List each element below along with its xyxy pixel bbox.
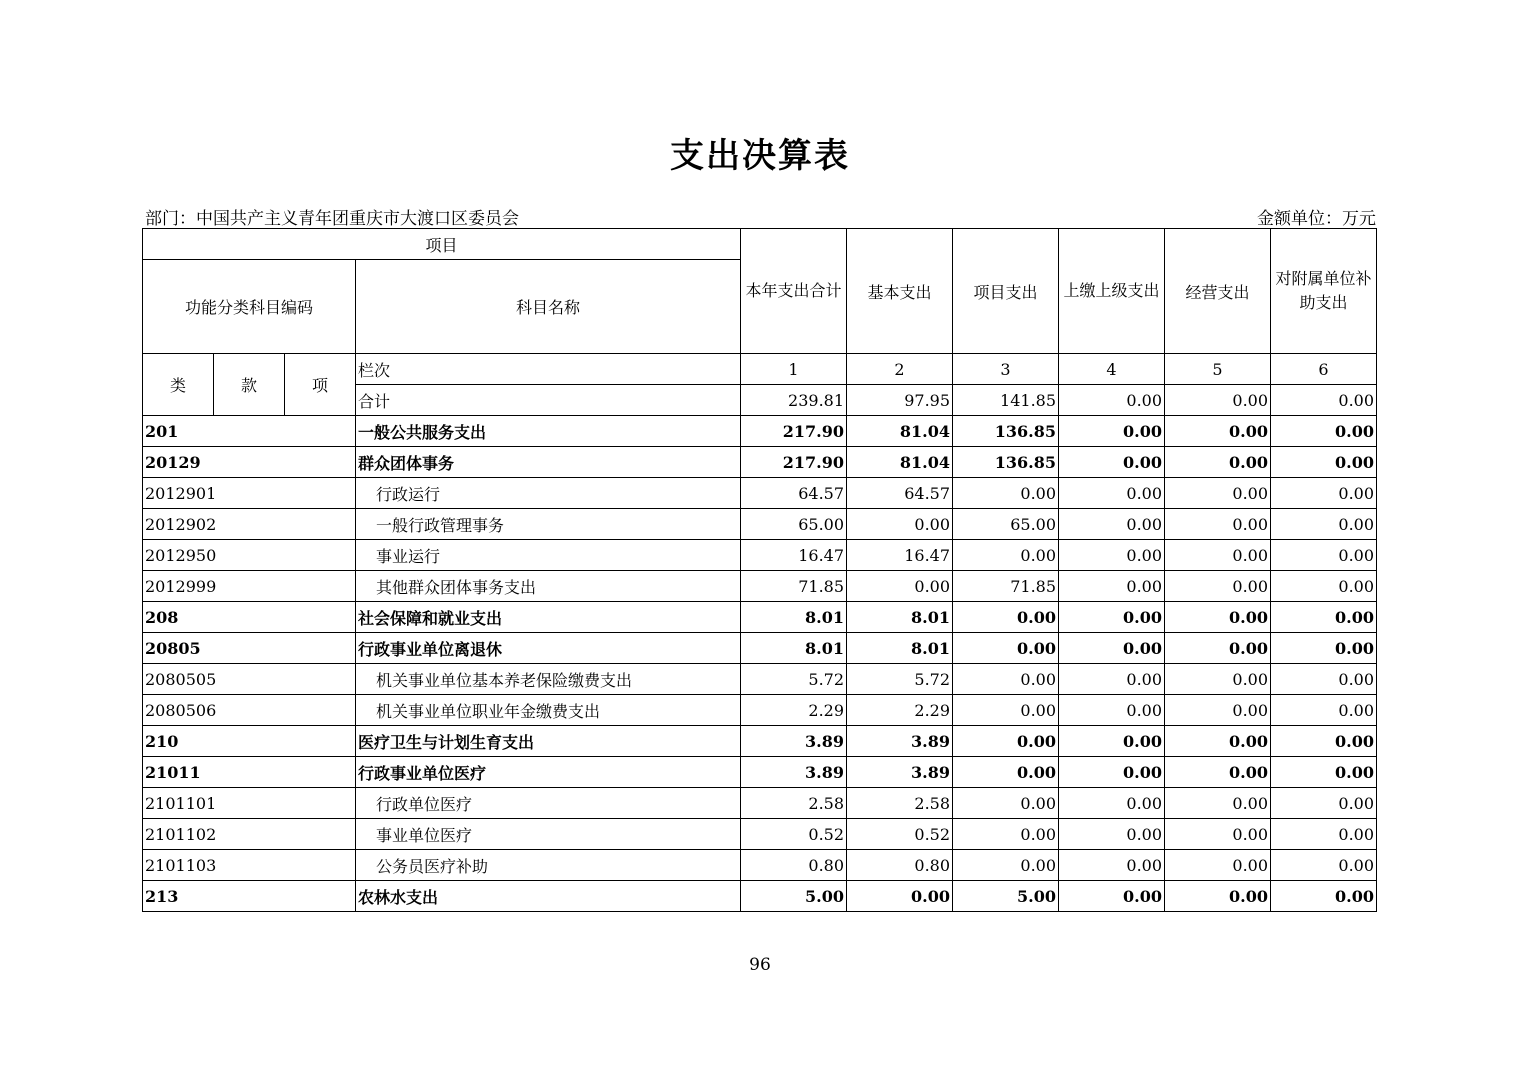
row-value: 0.00: [1165, 447, 1271, 478]
row-code: 2080506: [143, 695, 356, 726]
page-number: 96: [749, 955, 771, 975]
table-row: [143, 602, 1377, 633]
table-row: [143, 819, 1377, 850]
row-value: 16.47: [847, 540, 953, 571]
row-name: 机关事业单位基本养老保险缴费支出: [356, 664, 741, 695]
row-name: 一般公共服务支出: [356, 416, 741, 447]
row-value: 3.89: [741, 757, 847, 788]
row-value: 0.00: [953, 695, 1059, 726]
row-value: 0.00: [1165, 850, 1271, 881]
row-value: 0.00: [1059, 819, 1165, 850]
row-code: 2101103: [143, 850, 356, 881]
row-code: 2101102: [143, 819, 356, 850]
row-code: 201: [143, 416, 356, 447]
header-col-3: 项目支出: [953, 229, 1059, 354]
total-cell: 0.00: [1165, 385, 1271, 416]
col-num: 6: [1271, 354, 1377, 385]
row-value: 0.00: [847, 571, 953, 602]
total-label: 合计: [356, 385, 741, 416]
row-value: 0.00: [953, 819, 1059, 850]
row-value: 0.00: [1271, 540, 1377, 571]
row-name: 事业单位医疗: [356, 819, 741, 850]
col-num: 4: [1059, 354, 1165, 385]
total-cell: 97.95: [847, 385, 953, 416]
row-value: 0.00: [953, 757, 1059, 788]
col-num: 3: [953, 354, 1059, 385]
row-value: 0.00: [1165, 540, 1271, 571]
row-value: 0.80: [847, 850, 953, 881]
row-value: 0.00: [1059, 881, 1165, 912]
page-title: 支出决算表: [670, 136, 850, 176]
row-value: 0.00: [1165, 509, 1271, 540]
table-row: [143, 695, 1377, 726]
row-value: 0.00: [953, 540, 1059, 571]
row-value: 0.00: [1165, 819, 1271, 850]
row-value: 2.58: [741, 788, 847, 819]
row-name: 行政运行: [356, 478, 741, 509]
row-name: 农林水支出: [356, 881, 741, 912]
row-value: 5.72: [741, 664, 847, 695]
row-name: 群众团体事务: [356, 447, 741, 478]
header-row-1: [143, 229, 1377, 260]
row-value: 0.00: [953, 633, 1059, 664]
row-value: 0.00: [1059, 757, 1165, 788]
row-name: 机关事业单位职业年金缴费支出: [356, 695, 741, 726]
row-value: 71.85: [741, 571, 847, 602]
header-col-4: 上缴上级支出: [1059, 229, 1165, 354]
row-code: 213: [143, 881, 356, 912]
row-value: 0.00: [1059, 788, 1165, 819]
header-row-3: [143, 354, 1377, 385]
row-value: 136.85: [953, 416, 1059, 447]
table-row: [143, 726, 1377, 757]
row-code: 2101101: [143, 788, 356, 819]
row-value: 2.58: [847, 788, 953, 819]
row-name: 行政事业单位医疗: [356, 757, 741, 788]
row-value: 0.00: [1059, 633, 1165, 664]
row-value: 8.01: [741, 602, 847, 633]
row-code: 21011: [143, 757, 356, 788]
row-value: 64.57: [741, 478, 847, 509]
row-value: 0.00: [1059, 602, 1165, 633]
row-value: 0.00: [1059, 726, 1165, 757]
row-value: 0.00: [1271, 788, 1377, 819]
row-value: 65.00: [741, 509, 847, 540]
row-name: 事业运行: [356, 540, 741, 571]
row-value: 0.00: [847, 881, 953, 912]
row-code: 208: [143, 602, 356, 633]
row-value: 5.00: [953, 881, 1059, 912]
row-value: 71.85: [953, 571, 1059, 602]
row-value: 0.00: [953, 664, 1059, 695]
row-code: 2012950: [143, 540, 356, 571]
row-value: 0.00: [1059, 540, 1165, 571]
row-name: 其他群众团体事务支出: [356, 571, 741, 602]
table-row: [143, 478, 1377, 509]
row-value: 3.89: [847, 757, 953, 788]
row-value: 0.00: [1271, 819, 1377, 850]
row-value: 0.52: [847, 819, 953, 850]
row-value: 0.00: [1271, 509, 1377, 540]
table-row: [143, 757, 1377, 788]
row-value: 0.00: [847, 509, 953, 540]
table-row: [143, 633, 1377, 664]
row-value: 0.00: [1271, 478, 1377, 509]
row-value: 0.00: [1165, 664, 1271, 695]
row-value: 0.00: [1059, 478, 1165, 509]
row-value: 0.00: [1165, 633, 1271, 664]
row-name: 社会保障和就业支出: [356, 602, 741, 633]
row-code: 2012999: [143, 571, 356, 602]
table-row: [143, 509, 1377, 540]
row-value: 0.00: [1165, 788, 1271, 819]
header-name: 科目名称: [356, 260, 741, 354]
row-value: 0.00: [1271, 850, 1377, 881]
row-value: 0.00: [1165, 695, 1271, 726]
header-col-2: 基本支出: [847, 229, 953, 354]
header-xiang: 项: [285, 354, 356, 416]
table-row: [143, 571, 1377, 602]
row-value: 0.00: [1271, 633, 1377, 664]
row-value: 8.01: [847, 633, 953, 664]
row-value: 0.00: [1271, 664, 1377, 695]
header-kuan: 款: [214, 354, 285, 416]
table-row: [143, 447, 1377, 478]
department-label: 部门：中国共产主义青年团重庆市大渡口区委员会: [145, 209, 519, 229]
row-value: 5.72: [847, 664, 953, 695]
row-value: 0.00: [1059, 850, 1165, 881]
header-code: 功能分类科目编码: [143, 260, 356, 354]
row-code: 210: [143, 726, 356, 757]
header-item: 项目: [143, 229, 741, 260]
row-value: 0.00: [953, 726, 1059, 757]
row-value: 217.90: [741, 416, 847, 447]
row-value: 64.57: [847, 478, 953, 509]
row-value: 0.00: [1059, 664, 1165, 695]
row-value: 0.00: [1271, 602, 1377, 633]
total-cell: 0.00: [1059, 385, 1165, 416]
row-value: 5.00: [741, 881, 847, 912]
row-value: 0.00: [1271, 416, 1377, 447]
table-row: [143, 540, 1377, 571]
row-code: 2012901: [143, 478, 356, 509]
table-row: [143, 416, 1377, 447]
row-value: 65.00: [953, 509, 1059, 540]
col-num: 2: [847, 354, 953, 385]
row-value: 0.00: [1271, 571, 1377, 602]
row-value: 0.00: [1271, 757, 1377, 788]
table-row: [143, 850, 1377, 881]
header-col-1: 本年支出合计: [741, 229, 847, 354]
row-value: 0.00: [1059, 447, 1165, 478]
table-row: [143, 788, 1377, 819]
row-value: 3.89: [847, 726, 953, 757]
header-col-5: 经营支出: [1165, 229, 1271, 354]
row-value: 0.00: [953, 478, 1059, 509]
row-value: 0.00: [1165, 478, 1271, 509]
row-value: 0.00: [1059, 695, 1165, 726]
header-lei: 类: [143, 354, 214, 416]
row-value: 0.00: [1165, 757, 1271, 788]
row-code: 20129: [143, 447, 356, 478]
row-value: 0.52: [741, 819, 847, 850]
row-code: 20805: [143, 633, 356, 664]
header-lanci: 栏次: [356, 354, 741, 385]
row-value: 0.00: [1165, 726, 1271, 757]
row-value: 8.01: [741, 633, 847, 664]
row-name: 行政单位医疗: [356, 788, 741, 819]
unit-label: 金额单位：万元: [1257, 209, 1376, 229]
header-col-6: 对附属单位补助支出: [1271, 229, 1377, 354]
row-value: 8.01: [847, 602, 953, 633]
row-value: 136.85: [953, 447, 1059, 478]
row-value: 0.00: [1059, 571, 1165, 602]
row-value: 0.00: [1271, 881, 1377, 912]
row-value: 2.29: [741, 695, 847, 726]
row-value: 0.00: [1165, 416, 1271, 447]
col-num: 1: [741, 354, 847, 385]
row-code: 2080505: [143, 664, 356, 695]
row-value: 0.00: [1059, 416, 1165, 447]
col-num: 5: [1165, 354, 1271, 385]
total-cell: 141.85: [953, 385, 1059, 416]
row-value: 0.80: [741, 850, 847, 881]
row-name: 医疗卫生与计划生育支出: [356, 726, 741, 757]
row-value: 0.00: [1165, 571, 1271, 602]
row-value: 0.00: [1165, 602, 1271, 633]
total-cell: 239.81: [741, 385, 847, 416]
row-value: 217.90: [741, 447, 847, 478]
row-code: 2012902: [143, 509, 356, 540]
table-row: [143, 881, 1377, 912]
row-value: 81.04: [847, 447, 953, 478]
row-value: 0.00: [1271, 695, 1377, 726]
row-value: 0.00: [1271, 447, 1377, 478]
row-name: 行政事业单位离退休: [356, 633, 741, 664]
table-row: [143, 664, 1377, 695]
row-value: 81.04: [847, 416, 953, 447]
total-cell: 0.00: [1271, 385, 1377, 416]
row-value: 3.89: [741, 726, 847, 757]
row-value: 0.00: [953, 788, 1059, 819]
row-value: 16.47: [741, 540, 847, 571]
row-value: 0.00: [953, 850, 1059, 881]
row-value: 0.00: [953, 602, 1059, 633]
row-value: 2.29: [847, 695, 953, 726]
expenditure-table: [142, 228, 1377, 912]
row-name: 一般行政管理事务: [356, 509, 741, 540]
row-value: 0.00: [1059, 509, 1165, 540]
row-value: 0.00: [1271, 726, 1377, 757]
row-value: 0.00: [1165, 881, 1271, 912]
row-name: 公务员医疗补助: [356, 850, 741, 881]
